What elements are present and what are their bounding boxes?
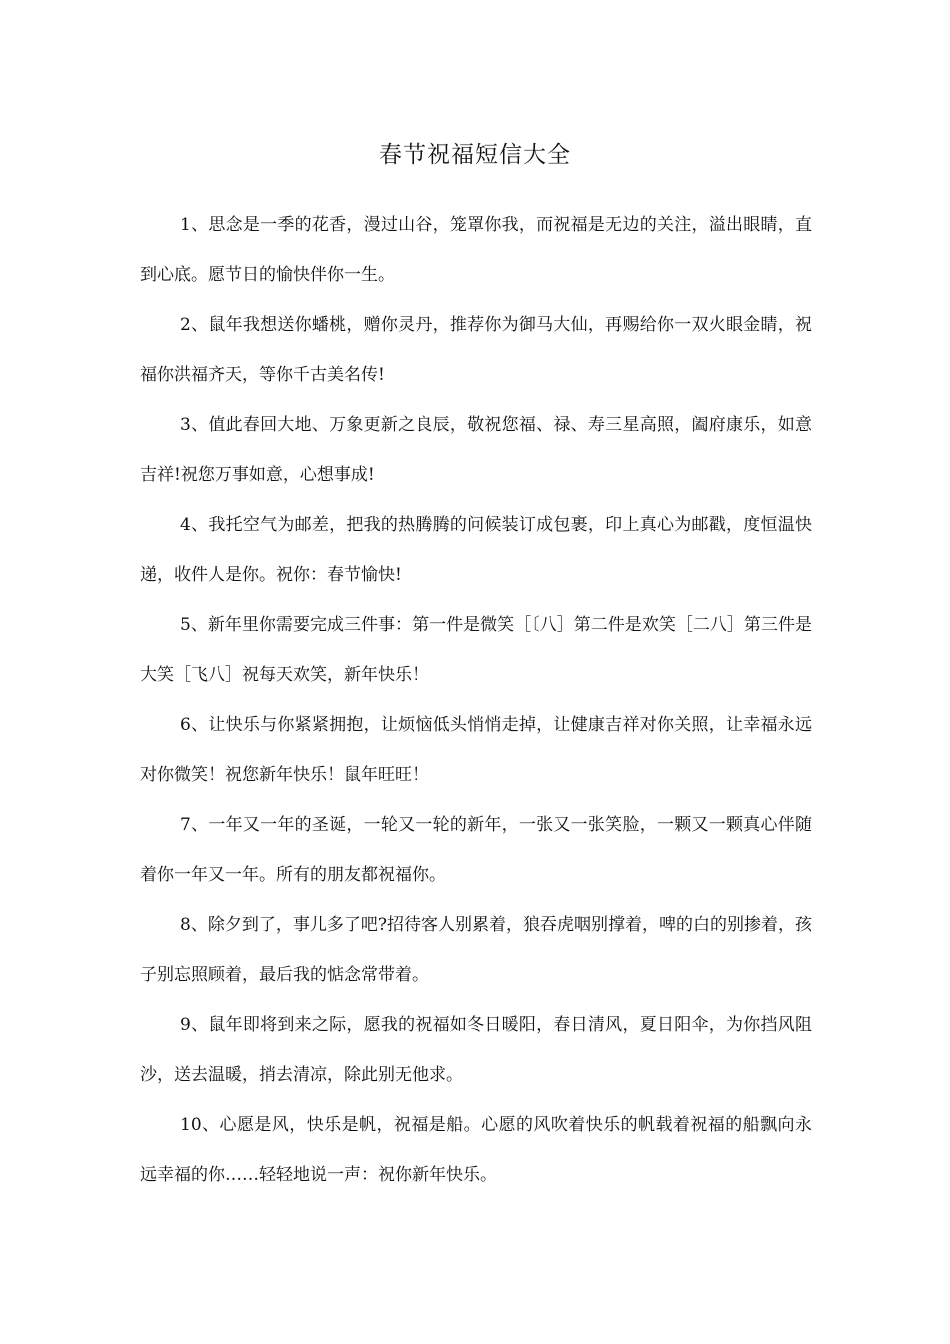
- paragraph-10: 10、心愿是风，快乐是帆，祝福是船。心愿的风吹着快乐的帆载着祝福的船飘向永远幸福的你……轻轻地说一声：祝你新年快乐。: [140, 1115, 812, 1185]
- paragraph-5: 5、新年里你需要完成三件事：第一件是微笑［〔八］第二件是欢笑［二八］第三件是大笑［飞八］祝每天欢笑，新年快乐！: [140, 615, 812, 685]
- paragraph-6: 6、让快乐与你紧紧拥抱，让烦恼低头悄悄走掉，让健康吉祥对你关照，让幸福永远对你微笑！祝您新年快乐！鼠年旺旺！: [140, 715, 812, 785]
- paragraph-8: 8、除夕到了，事儿多了吧?招待客人别累着，狼吞虎咽别撑着，啤的白的别掺着，孩子别忘照顾着，最后我的惦念常带着。: [140, 915, 812, 985]
- paragraph-9: 9、鼠年即将到来之际，愿我的祝福如冬日暖阳，春日清风，夏日阳伞，为你挡风阻沙，送去温暖，捎去清凉，除此别无他求。: [140, 1015, 812, 1085]
- paragraph-7: 7、一年又一年的圣诞，一轮又一轮的新年，一张又一张笑脸，一颗又一颗真心伴随着你一年又一年。所有的朋友都祝福你。: [140, 815, 812, 885]
- document-body: [140, 200, 812, 1200]
- paragraph-1: 1、思念是一季的花香，漫过山谷，笼罩你我，而祝福是无边的关注，溢出眼睛，直到心底。愿节日的愉快伴你一生。: [140, 215, 812, 285]
- paragraph-3: 3、值此春回大地、万象更新之良辰，敬祝您福、禄、寿三星高照，阖府康乐，如意吉祥!祝您万事如意，心想事成!: [140, 415, 812, 485]
- paragraph-4: 4、我托空气为邮差，把我的热腾腾的问候装订成包裹，印上真心为邮戳，度恒温快递，收件人是你。祝你：春节愉快!: [140, 515, 812, 585]
- document-title: 春节祝福短信大全: [379, 142, 571, 168]
- paragraph-2: 2、鼠年我想送你蟠桃，赠你灵丹，推荐你为御马大仙，再赐给你一双火眼金睛，祝福你洪福齐天，等你千古美名传!: [140, 315, 812, 385]
